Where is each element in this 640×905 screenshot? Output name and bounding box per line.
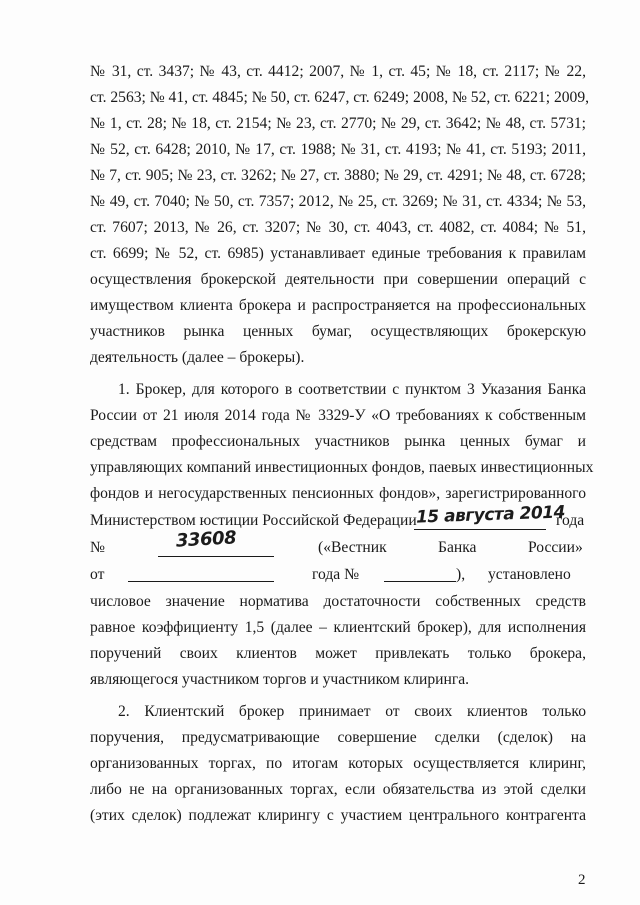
text-line: № 49, ст. 7040; № 50, ст. 7357; 2012, № 25, ст. 3269; № 31, ст. 4334; № 53, — [90, 193, 586, 210]
text-line: поручения, предусматривающие совершение сделки (сделок) на — [90, 729, 586, 746]
text-line: ст. 7607; 2013, № 26, ст. 3207; № 30, ст. 4043, ст. 4082, ст. 4084; № 51, — [90, 219, 586, 236]
registered-by-text: Министерством юстиции Российской Федерации — [90, 512, 417, 529]
text-line: (этих сделок) подлежат клирингу с участием центрального контрагента — [90, 807, 586, 824]
text-line: № 7, ст. 905; № 23, ст. 3262; № 27, ст. 3880; № 29, ст. 4291; № 48, ст. 6728; — [90, 167, 586, 184]
after-blank: ), — [456, 566, 466, 583]
text-line: № 1, ст. 28; № 18, ст. 2154; № 23, ст. 2770; № 29, ст. 3642; № 48, ст. 5731; — [90, 115, 586, 132]
vestnik-open: («Вестник — [318, 539, 387, 556]
word-year-no: года № — [312, 566, 359, 583]
section-2-first-line: 2. Клиентский брокер принимает от своих клиентов только — [118, 703, 586, 720]
text-line: участников рынка ценных бумаг, осуществляющих брокерскую — [90, 323, 586, 340]
text-line: № 52, ст. 6428; 2010, № 17, ст. 1988; № 31, ст. 4193; № 41, ст. 5193; 2011, — [90, 141, 586, 158]
text-line: ст. 6699; № 52, ст. 6985) устанавливает единые требования к правилам — [90, 245, 586, 262]
vestnik-russia: России» — [528, 539, 583, 556]
handwritten-date: 15 августа 2014 — [415, 502, 566, 528]
page-number: 2 — [578, 872, 586, 888]
section-1-first-line: 1. Брокер, для которого в соответствии с пунктом 3 Указания Банка — [118, 381, 586, 398]
text-line: поручений своих клиентов может привлекать только брокера, — [90, 645, 586, 662]
publication-line — [90, 565, 586, 585]
number-line — [90, 527, 586, 558]
text-line: управляющих компаний инвестиционных фондов, паевых инвестиционных — [90, 459, 594, 476]
text-line: ст. 2563; № 41, ст. 4845; № 50, ст. 6247, ст. 6249; 2008, № 52, ст. 6221; 2009, — [90, 89, 590, 106]
vestnik-bank: Банка — [438, 539, 477, 556]
text-line: равное коэффициенту 1,5 (далее – клиентский брокер), для исполнения — [90, 619, 586, 636]
text-line: фондов и негосударственных пенсионных фондов», зарегистрированного — [90, 485, 586, 502]
word-from: от — [90, 566, 105, 583]
text-line: № 31, ст. 3437; № 43, ст. 4412; 2007, № 1, ст. 45; № 18, ст. 2117; № 22, — [90, 63, 586, 80]
registration-line — [90, 502, 586, 531]
text-line: организованных торгах, по итогам которых осуществляется клиринг, — [90, 755, 586, 772]
number-sign: № — [90, 539, 105, 556]
handwritten-number: 33608 — [175, 527, 237, 552]
text-line: имуществом клиента брокера и распространяется на профессиональных — [90, 297, 586, 314]
text-line: либо не на организованных торгах, если обязательства из этой сделки — [90, 781, 586, 798]
established-text: установлено — [488, 566, 571, 583]
word-year: года — [556, 512, 585, 529]
publication-number-blank — [384, 565, 456, 582]
publication-date-blank — [128, 565, 274, 582]
text-line: деятельность (далее – брокеры). — [90, 349, 305, 366]
text-line: средствам профессиональных участников рынка ценных бумаг и — [90, 433, 586, 450]
text-line: осуществления брокерской деятельности при совершении операций с — [90, 271, 586, 288]
text-line: являющегося участником торгов и участником клиринга. — [90, 671, 470, 688]
text-line: России от 21 июля 2014 года № 3329-У «О требованиях к собственным — [90, 407, 586, 424]
text-line: числовое значение норматива достаточности собственных средств — [90, 593, 586, 610]
